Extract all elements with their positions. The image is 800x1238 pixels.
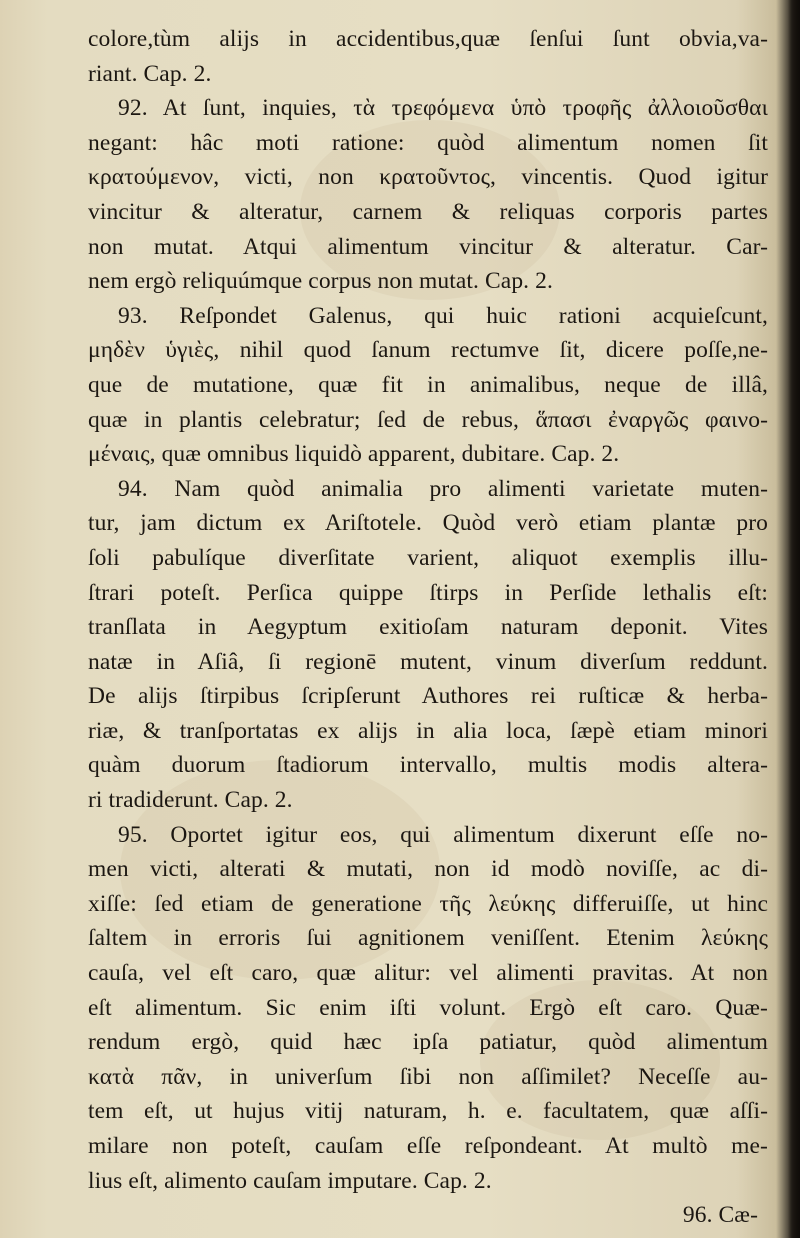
text-line (88, 921, 768, 956)
line-text: negant: hâc moti ratione: quòd alimentum nomen ſit (88, 129, 768, 156)
text-line (88, 576, 768, 611)
line-text: 95. Oportet igitur eos, qui alimentum dixerunt eſſe no- (118, 821, 768, 848)
page-edge-shadow (788, 0, 800, 1238)
text-line (88, 472, 768, 507)
catchword (88, 1198, 768, 1233)
line-text: quæ in plantis celebratur; ſed de rebus, ἅπασι ἐναργῶς φαινο- (88, 406, 768, 433)
text-line (88, 679, 768, 714)
line-text: tur, jam dictum ex Ariſtotele. Quòd verò etiam plantæ pro (88, 510, 768, 537)
line-text: vincitur & alteratur, carnem & reliquas corporis partes (88, 198, 768, 225)
text-line (88, 714, 768, 749)
line-text: 93. Reſpondet Galenus, qui huic rationi acquieſcunt, (118, 302, 768, 329)
text-line (88, 783, 768, 818)
line-text: tranſlata in Aegyptum exitioſam naturam deponit. Vites (88, 614, 768, 641)
line-text: κρατούμενον, victi, non κρατοῦντος, vincentis. Quod igitur (88, 164, 768, 191)
line-text: rendum ergò, quid hæc ipſa patiatur, quòd alimentum (88, 1029, 768, 1056)
line-text: ſoli pabulíque diverſitate varient, aliquot exemplis illu- (88, 544, 768, 571)
line-text: 94. Nam quòd animalia pro alimenti varietate muten- (118, 475, 768, 502)
line-text: lius eſt, alimento cauſam imputare. Cap. 2. (88, 1167, 492, 1194)
line-text: que de mutatione, quæ fit in animalibus, neque de illâ, (88, 371, 768, 398)
text-line (88, 887, 768, 922)
text-line (88, 22, 768, 57)
line-text: μηδὲν ὑγιὲς, nihil quod ſanum rectumve ſit, dicere poſſe,ne- (88, 337, 768, 364)
text-line (88, 333, 768, 368)
line-text: 92. At ſunt, inquies, τὰ τρεφόμενα ὑπὸ τροφῆς ἀλλοιοῦσθαι (118, 95, 768, 122)
text-line (88, 852, 768, 887)
text-line (88, 91, 768, 126)
text-line (88, 748, 768, 783)
text-line (88, 195, 768, 230)
line-text: men victi, alterati & mutati, non id modò noviſſe, ac di- (88, 856, 768, 883)
line-text: quàm duorum ſtadiorum intervallo, multis modis altera- (88, 752, 768, 779)
line-text: natæ in Aſiâ, ſi regionē mutent, vinum diverſum reddunt. (88, 648, 768, 675)
line-text: colore,tùm alijs in accidentibus,quæ ſenſui ſunt obvia,va- (88, 26, 768, 52)
line-text: cauſa, vel eſt caro, quæ alitur: vel alimenti pravitas. At non (88, 960, 768, 987)
line-text: ſtrari poteſt. Perſica quippe ſtirps in Perſide lethalis eſt: (88, 579, 768, 606)
text-line (88, 264, 768, 299)
line-text: ri tradiderunt. Cap. 2. (88, 787, 293, 814)
line-text: nem ergò reliquúmque corpus non mutat. Cap. 2. (88, 268, 553, 295)
line-text: μέναις, quæ omnibus liquidò apparent, dubitare. Cap. 2. (88, 441, 620, 468)
line-text: xiſſe: ſed etiam de generatione τῆς λεύκης differuiſſe, ut hinc (88, 890, 768, 917)
line-text: milare non poteſt, cauſam eſſe reſpondeant. At multò me- (88, 1133, 768, 1159)
text-line (88, 1164, 768, 1199)
text-line (88, 991, 768, 1026)
text-line (88, 1094, 768, 1129)
text-line (88, 160, 768, 195)
text-line (88, 368, 768, 403)
line-text: κατὰ πᾶν, in univerſum ſibi non aſſimilet? Neceſſe au- (88, 1063, 768, 1090)
line-text: tem eſt, ut hujus vitij naturam, h. e. facultatem, quæ aſſi- (88, 1098, 768, 1125)
text-line (88, 956, 768, 991)
text-line (88, 1129, 768, 1164)
line-text: riæ, & tranſportatas ex alijs in alia loca, ſæpè etiam minori (88, 717, 768, 744)
text-line (88, 1025, 768, 1060)
line-text: eſt alimentum. Sic enim iſti volunt. Ergò eſt caro. Quæ- (88, 994, 768, 1021)
text-line (88, 1060, 768, 1095)
text-line (88, 230, 768, 265)
text-line (88, 610, 768, 645)
text-line (88, 541, 768, 576)
line-text: ſaltem in erroris ſui agnitionem veniſſent. Etenim λεύκης (88, 925, 768, 952)
line-text: riant. Cap. 2. (88, 60, 212, 87)
line-text: De alijs ſtirpibus ſcripſerunt Authores rei ruſticæ & herba- (88, 683, 768, 710)
text-line (88, 506, 768, 541)
page-text (88, 22, 768, 1233)
line-text: 96. Cæ- (682, 1202, 758, 1229)
text-line (88, 645, 768, 680)
line-text: non mutat. Atqui alimentum vincitur & alteratur. Car- (88, 233, 768, 260)
text-line (88, 126, 768, 161)
text-line (88, 299, 768, 334)
text-line (88, 437, 768, 472)
text-line (88, 818, 768, 853)
text-line (88, 403, 768, 438)
text-line (88, 57, 768, 92)
